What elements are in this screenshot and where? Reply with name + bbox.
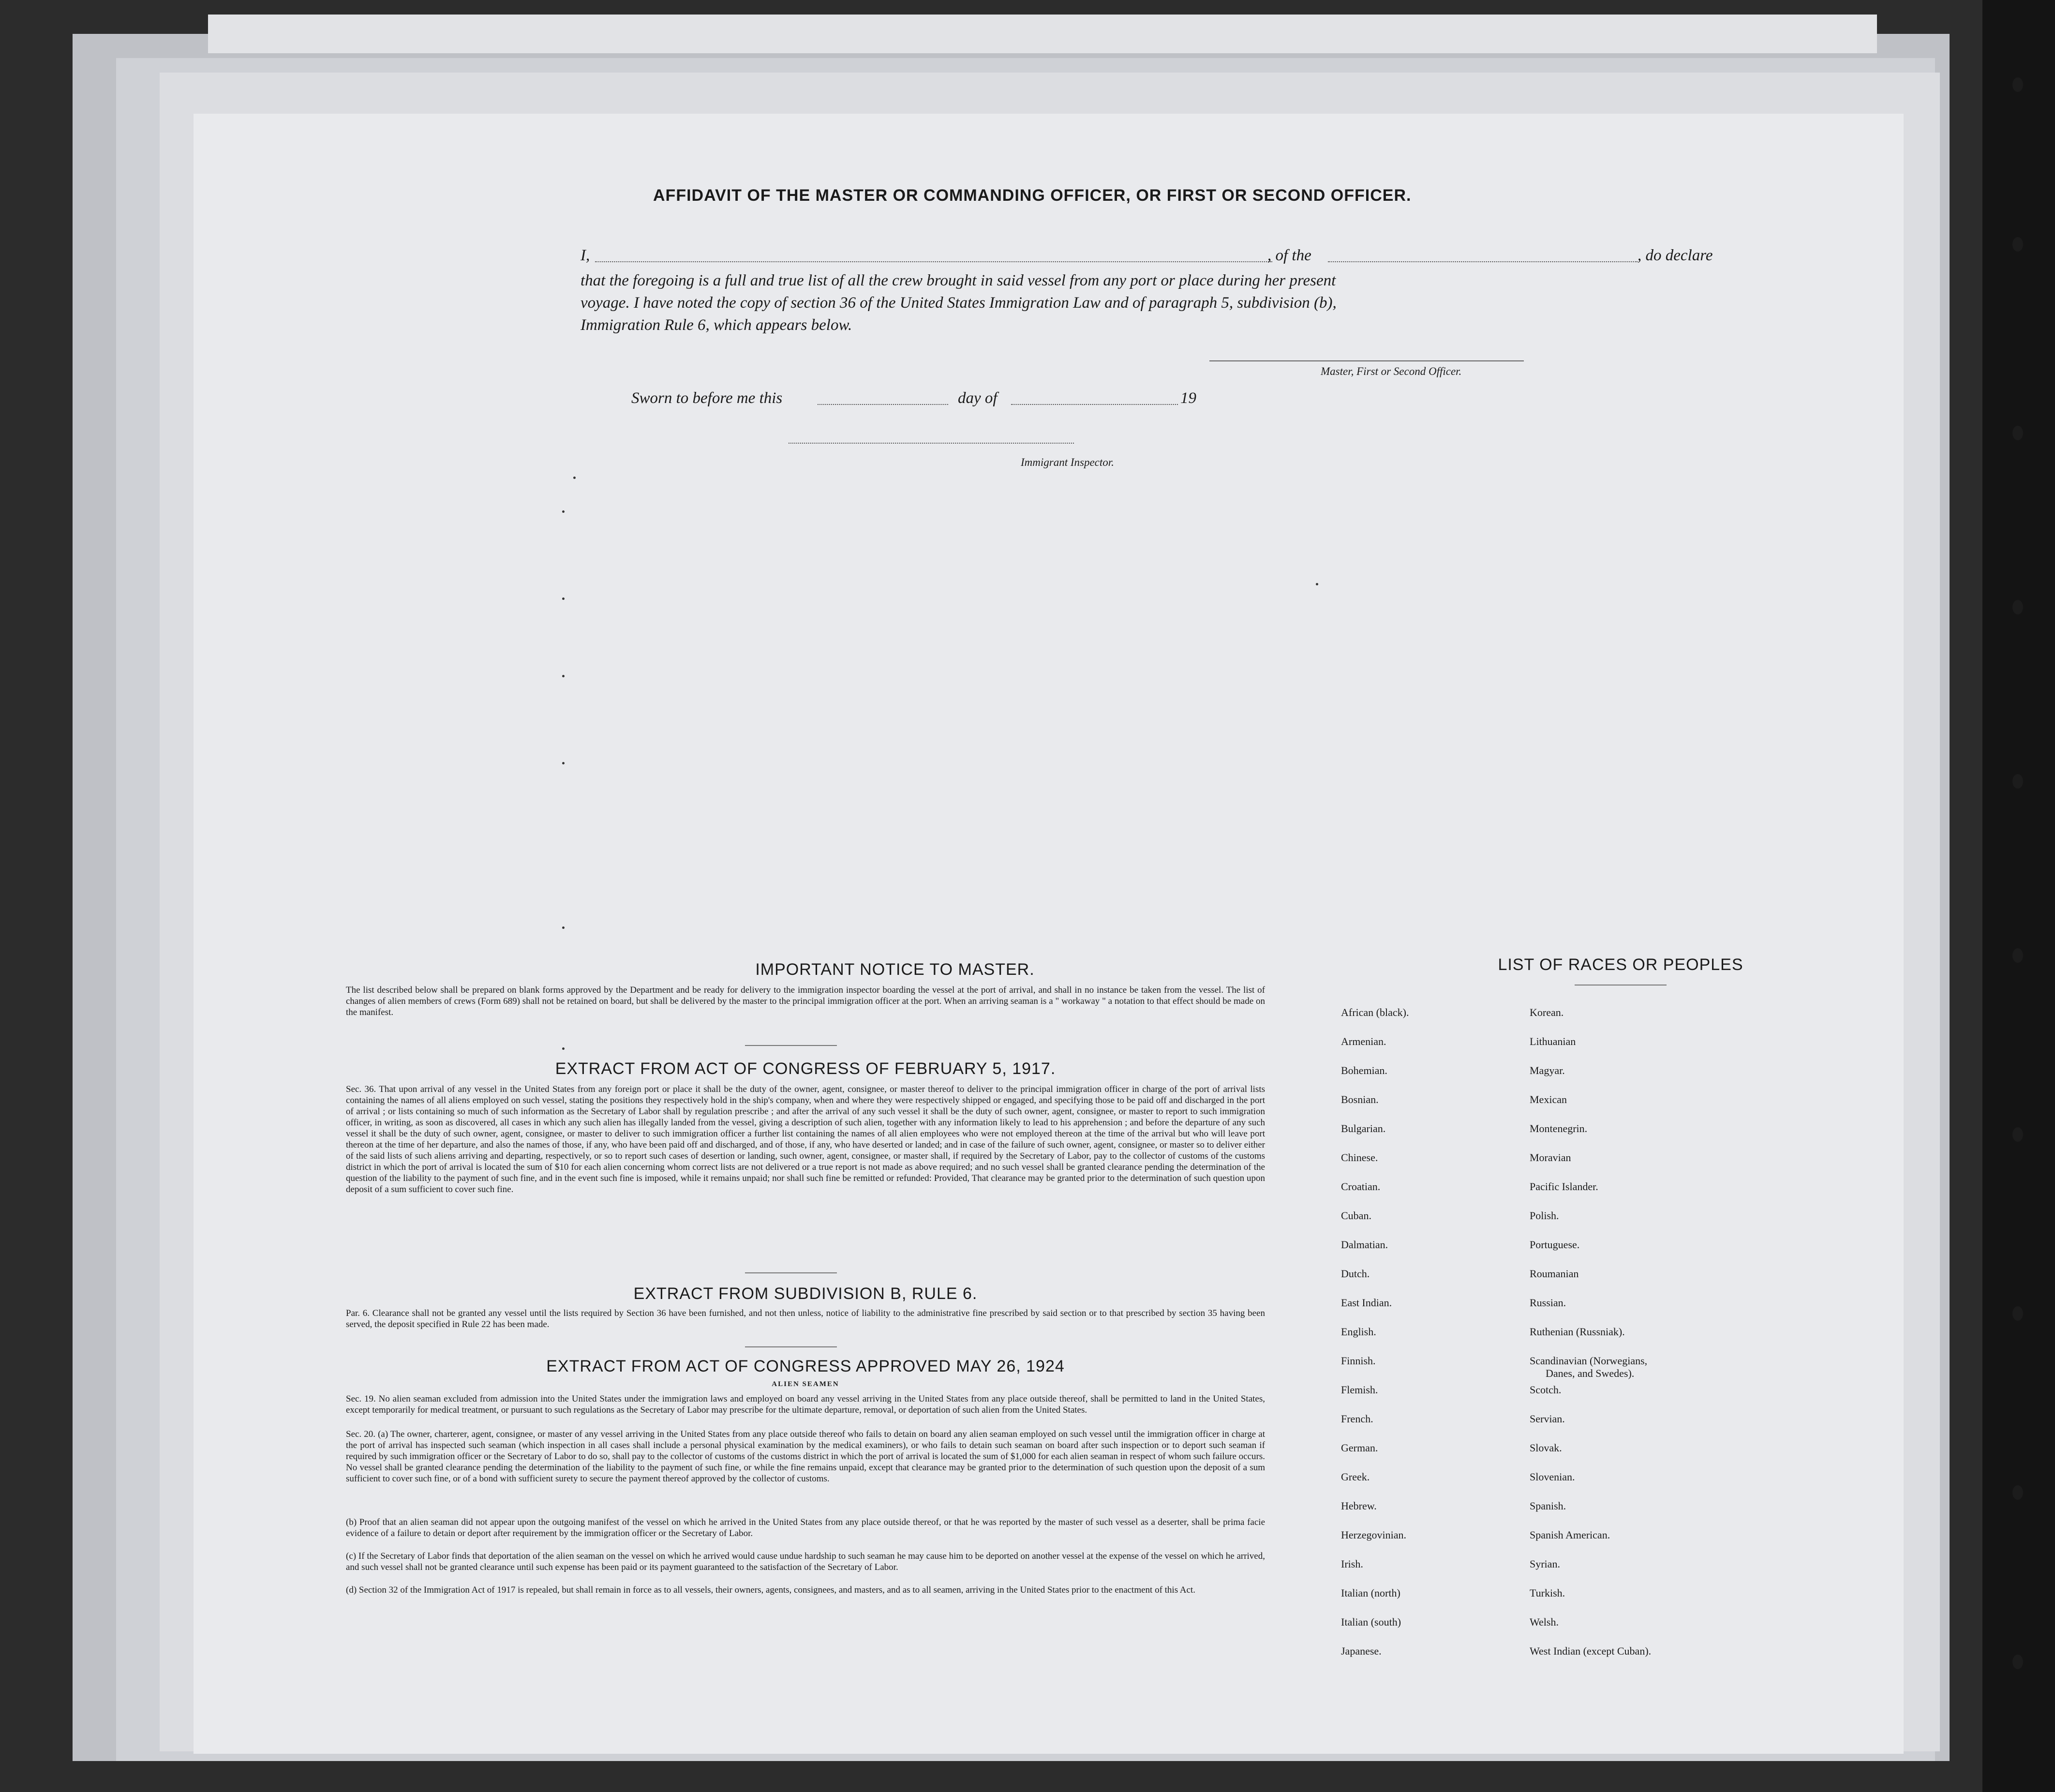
inspector-signature-line[interactable]: [789, 443, 1074, 444]
act-1924-sec20d: (d) Section 32 of the Immigration Act of 1917 is repealed, but shall remain in force as to all vessels, their owners, agents, consignees, and masters, and as to all seamen, arriving in the United States prior to the enactment of this Act.: [346, 1585, 1195, 1595]
notice-title: IMPORTANT NOTICE TO MASTER.: [755, 960, 1035, 979]
speck: [562, 762, 565, 764]
sworn-month-field[interactable]: [1011, 404, 1178, 405]
year-prefix: 19: [1180, 389, 1196, 407]
binder-rivet: [2012, 426, 2023, 440]
act-1924-sec20b: (b) Proof that an alien seaman did not appear upon the outgoing manifest of the vessel on which he arrived in the United States from any place outside thereof, or that he was reported by the master of such vessel as a deserter, shall be prima facie evidence of a failure to detain or deport after requirement by the immigration officer or the Secretary of Labor.: [346, 1517, 1265, 1538]
act-1924-sec20c: (c) If the Secretary of Labor finds that deportation of the alien seaman on the vessel on which he arrived would cause undue hardship to such seaman he may cause him to be deported on another vessel at the expense of the vessel on which he arrived, and such vessel shall not be granted clearance until such expense has been paid or its payment guaranteed to the satisfaction of the Secretary of Labor.: [346, 1551, 1265, 1572]
binder-rivet: [2012, 774, 2023, 789]
race-item: West Indian (except Cuban).: [1530, 1645, 1652, 1657]
race-item: Roumanian: [1530, 1268, 1579, 1280]
affidavit-do-declare: , do declare: [1638, 247, 1713, 264]
speck: [562, 597, 565, 600]
vessel-name-field[interactable]: [1328, 261, 1638, 262]
race-item: Korean.: [1530, 1006, 1564, 1018]
race-item: Russian.: [1530, 1297, 1566, 1309]
binder-strip: [1982, 0, 2055, 1792]
race-item: Spanish.: [1530, 1500, 1566, 1512]
affidavit-of-the: , of the: [1267, 247, 1311, 264]
act-1924-sec19: Sec. 19. No alien seaman excluded from admission into the United States under the immigration laws and employed on board any vessel arriving in the United States from any place outside thereof, shall be permitted to land in the United States, except temporarily for medical treatment, or pursuant to such regulations as the Secretary of Labor may prescribe for the ultimate departure, removal, or deportation of such alien from the United States.: [346, 1394, 1265, 1415]
divider: [745, 1045, 837, 1046]
race-item: Ruthenian (Russniak).: [1530, 1326, 1625, 1338]
race-item: Bulgarian.: [1341, 1122, 1386, 1135]
master-name-field[interactable]: [595, 261, 1272, 262]
race-item: Polish.: [1530, 1210, 1559, 1222]
race-item: Spanish American.: [1530, 1529, 1610, 1541]
signature-caption: Master, First or Second Officer.: [1321, 365, 1462, 377]
sworn-day-field[interactable]: [818, 404, 948, 405]
race-item: Greek.: [1341, 1471, 1370, 1483]
speck: [562, 1047, 565, 1050]
race-item: English.: [1341, 1326, 1376, 1338]
race-item: Montenegrin.: [1530, 1122, 1588, 1135]
master-signature-line[interactable]: [1209, 360, 1524, 361]
race-item: Magyar.: [1530, 1064, 1565, 1076]
race-item: Armenian.: [1341, 1035, 1386, 1047]
race-item: Irish.: [1341, 1558, 1363, 1570]
race-item: Slovenian.: [1530, 1471, 1575, 1483]
race-item: Italian (south): [1341, 1616, 1401, 1628]
race-item: Hebrew.: [1341, 1500, 1377, 1512]
race-item: Scotch.: [1530, 1384, 1562, 1396]
race-item: Dalmatian.: [1341, 1239, 1388, 1251]
race-item: Flemish.: [1341, 1384, 1378, 1396]
race-item: Syrian.: [1530, 1558, 1560, 1570]
speck: [562, 675, 565, 677]
binder-rivet: [2012, 1655, 2023, 1669]
race-item: Cuban.: [1341, 1210, 1371, 1222]
race-item: Scandinavian (Norwegians, Danes, and Swedes).: [1530, 1355, 1648, 1379]
race-item: French.: [1341, 1413, 1373, 1425]
alien-seamen-heading: ALIEN SEAMEN: [772, 1380, 839, 1388]
speck: [562, 926, 565, 929]
races-title: LIST OF RACES OR PEOPLES: [1498, 956, 1743, 974]
act-1917-title: EXTRACT FROM ACT OF CONGRESS OF FEBRUARY 5, 1917.: [555, 1060, 1056, 1078]
race-item: Mexican: [1530, 1093, 1567, 1105]
divider: [745, 1346, 837, 1347]
affidavit-line-1: that the foregoing is a full and true list of all the crew brought in said vessel from any port or place during her present: [581, 272, 1336, 289]
affidavit-title: AFFIDAVIT OF THE MASTER OR COMMANDING OFFICER, OR FIRST OR SECOND OFFICER.: [653, 186, 1412, 205]
divider: [745, 1272, 837, 1273]
binder-rivet: [2012, 948, 2023, 963]
binder-rivet: [2012, 77, 2023, 92]
race-item: Turkish.: [1530, 1587, 1565, 1599]
affidavit-line-3: Immigration Rule 6, which appears below.: [581, 316, 852, 334]
race-item: Dutch.: [1341, 1268, 1370, 1280]
speck: [562, 510, 565, 513]
speck: [573, 477, 576, 479]
binder-rivet: [2012, 600, 2023, 614]
race-item: African (black).: [1341, 1006, 1409, 1018]
binder-rivet: [2012, 1485, 2023, 1500]
binder-rivet: [2012, 237, 2023, 252]
race-item: Moravian: [1530, 1151, 1571, 1164]
race-item: Japanese.: [1341, 1645, 1382, 1657]
race-item: Italian (north): [1341, 1587, 1400, 1599]
race-item: German.: [1341, 1442, 1378, 1454]
race-item: Croatian.: [1341, 1180, 1381, 1193]
divider: [1575, 985, 1667, 986]
binder-rivet: [2012, 1306, 2023, 1321]
race-item: East Indian.: [1341, 1297, 1392, 1309]
race-item: Servian.: [1530, 1413, 1565, 1425]
day-of-label: day of: [958, 389, 998, 407]
race-item: Lithuanian: [1530, 1035, 1576, 1047]
act-1924-title: EXTRACT FROM ACT OF CONGRESS APPROVED MAY 26, 1924: [546, 1357, 1065, 1375]
affidavit-i-label: I,: [581, 247, 590, 264]
rule-6-body: Par. 6. Clearance shall not be granted any vessel until the lists required by Section 36 have been furnished, and not then unless, notice of liability to the administrative fine prescribed by said section or to that prescribed by section 35 having been served, the deposit specified in Rule 22 has been made.: [346, 1308, 1265, 1329]
race-item: Finnish.: [1341, 1355, 1376, 1367]
race-item: Herzegovinian.: [1341, 1529, 1406, 1541]
race-item: Bohemian.: [1341, 1064, 1387, 1076]
inspector-caption: Immigrant Inspector.: [1021, 456, 1114, 468]
race-item: Slovak.: [1530, 1442, 1562, 1454]
manifest-back-page: [194, 114, 1904, 1754]
race-item: Pacific Islander.: [1530, 1180, 1598, 1193]
back-sheet-top-edge: [208, 15, 1877, 53]
notice-body: The list described below shall be prepared on blank forms approved by the Department and be ready for delivery to the immigration inspector boarding the vessel at the port of arrival, and shall in no instance be taken from the vessel. The list of changes of alien members of crews (Form 689) shall not be retained on board, but shall be delivered by the master to the principal immigration officer at the port. When an arriving seaman is a " workaway " a notation to that effect should be made on the manifest.: [346, 985, 1265, 1017]
rule-6-title: EXTRACT FROM SUBDIVISION B, RULE 6.: [633, 1284, 978, 1303]
speck: [1316, 583, 1318, 585]
affidavit-line-2: voyage. I have noted the copy of section 36 of the United States Immigration Law and of paragraph 5, subdivision (b),: [581, 294, 1337, 312]
race-item: Chinese.: [1341, 1151, 1378, 1164]
sworn-label: Sworn to before me this: [631, 389, 783, 407]
race-item: Portuguese.: [1530, 1239, 1580, 1251]
binder-rivet: [2012, 1127, 2023, 1142]
race-item: Bosnian.: [1341, 1093, 1379, 1105]
act-1917-body: Sec. 36. That upon arrival of any vessel in the United States from any foreign port or place it shall be the duty of the owner, agent, consignee, or master thereof to deliver to the principal immigration officer in charge of the port of arrival lists containing the names of all aliens employed on such vessel, stating the positions they respectively hold in the ship's company, when and where they were respectively shipped or engaged, and specifying those to be paid off and discharged in the port of arrival ; or lists containing so much of such information as the Secretary of Labor shall by regulation prescribe ; and after the arrival of any such vessel it shall be the duty of such owner, agent, consignee, or master to report to such immigration officer, in writing, as soon as discovered, all cases in which any such alien has illegally landed from the vessel, giving a description of such alien, together with any information likely to lead to his apprehension ; and before the departure of any such vessel it shall be the duty of such owner, agent, consignee, or master to deliver to such immigration officer a further list containing the names of all alien employees who were not employed thereon at the time of the arrival but who will leave port thereon at the time of her departure, and also the names of those, if any, who have been paid off and discharged, and of those, if any, who have deserted or landed; and in case of the failure of such owner, agent, consignee, or master so to deliver either of the said lists of such aliens arriving and departing, respectively, or so to report such cases of desertion or landing, such owner, agent, consignee, or master shall, if required by the Secretary of Labor, pay to the collector of customs of the customs district in which the port of arrival is located the sum of $10 for each alien concerning whom correct lists are not delivered or a true report is not made as above required; and no such vessel shall be granted clearance pending the determination of the question of the liability to the payment of such fine, and in the event such fine is imposed, while it remains unpaid; nor shall such fine be remitted or refunded: Provided, That clearance may be granted prior to the determination of such question upon deposit of a sum sufficient to cover such fine.: [346, 1084, 1265, 1195]
race-item: Welsh.: [1530, 1616, 1559, 1628]
act-1924-sec20a: Sec. 20. (a) The owner, charterer, agent, consignee, or master of any vessel arriving in the United States from any place outside thereof who fails to detain on board any alien seaman employed on such vessel until the immigration officer in charge at the port of arrival has inspected such seaman (which inspection in all cases shall include a personal physical examination by the medical examiners), or who fails to detain such seaman on board after such inspection or to deport such seaman if required by such immigration officer or the Secretary of Labor to do so, shall pay to the collector of customs of the customs district in which the port of arrival is located the sum of $1,000 for each alien seaman in respect of whom such failure occurs. No vessel shall be granted clearance pending the determination of the liability to the payment of such fine, or while the fine remains unpaid, except that clearance may be granted prior to the determination of such question upon the deposit of a sum sufficient to cover such fine, or of a bond with sufficient surety to secure the payment thereof approved by the collector of customs.: [346, 1429, 1265, 1484]
